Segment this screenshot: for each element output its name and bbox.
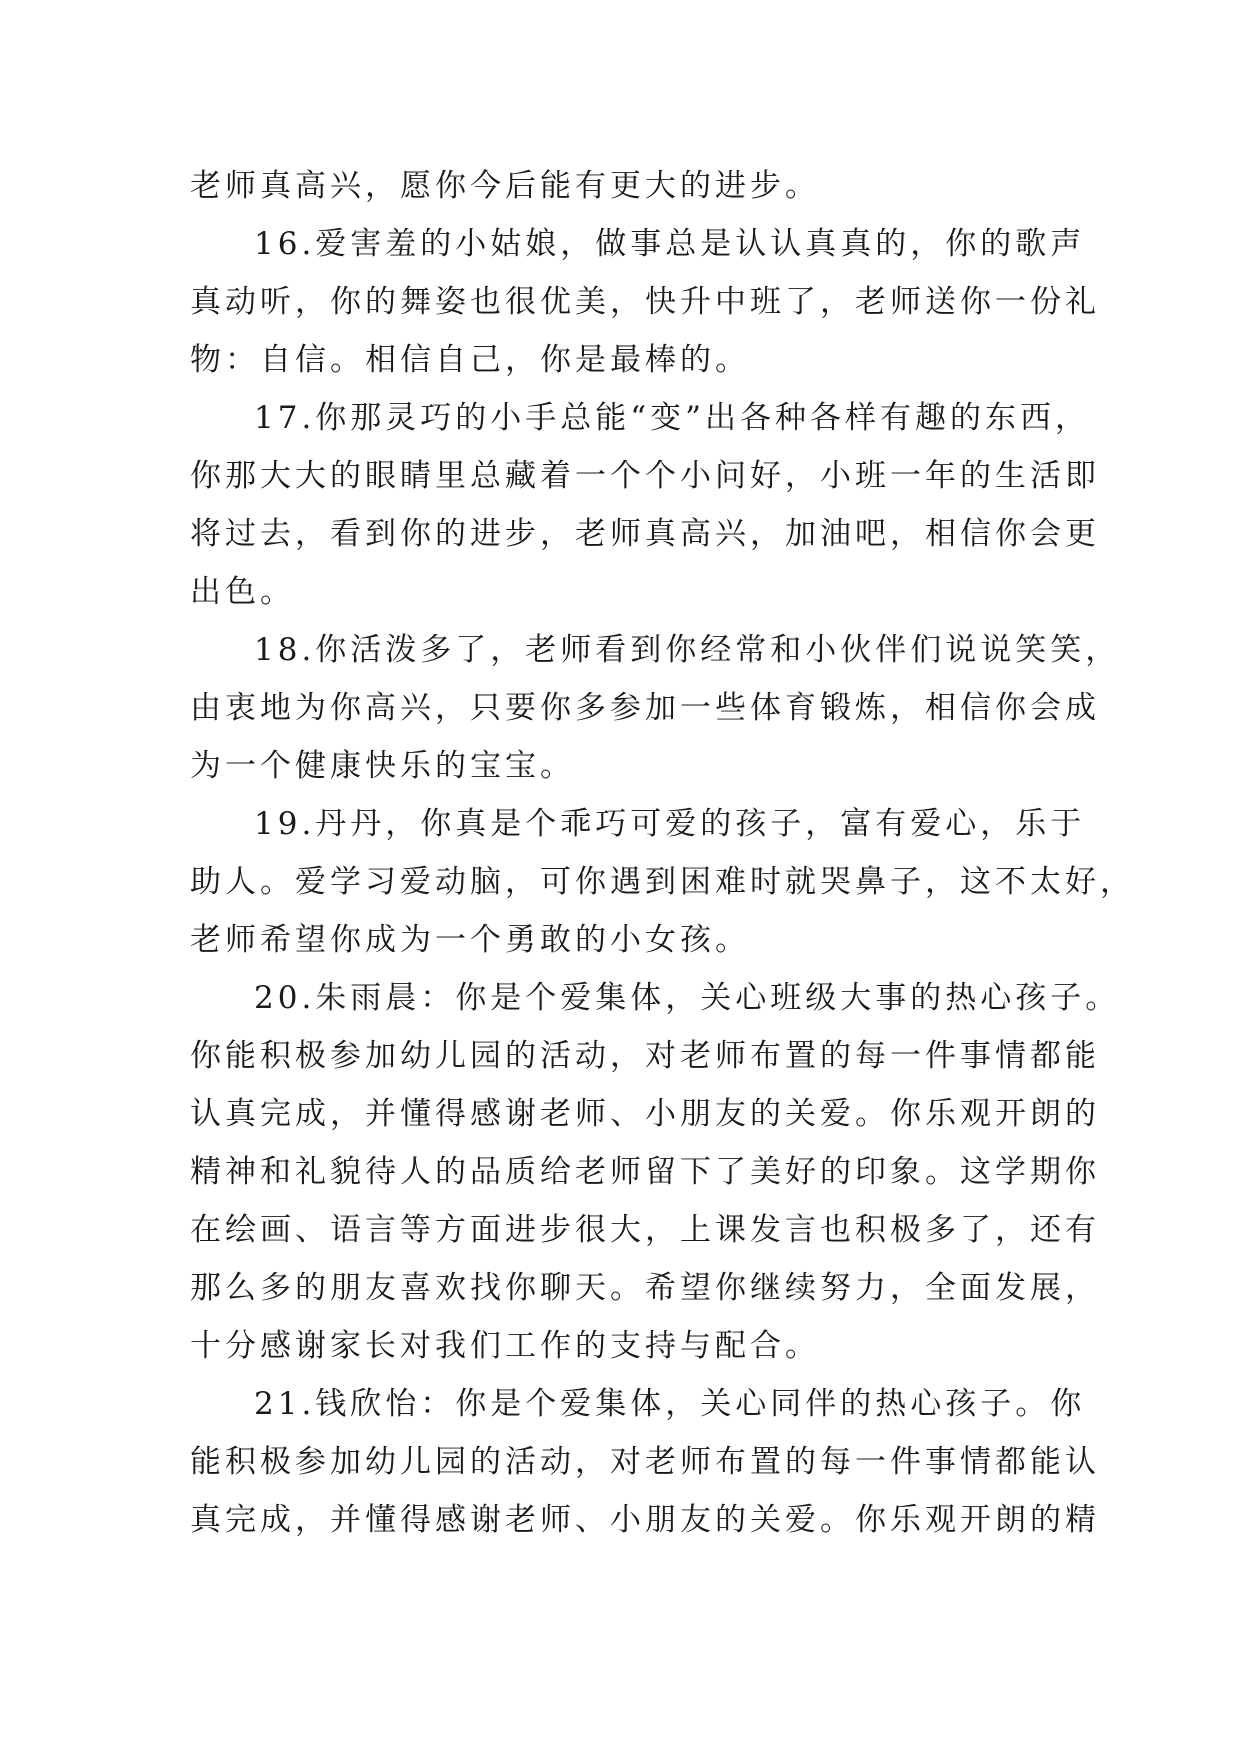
paragraph-17-line-4: 出色。	[190, 574, 295, 610]
document-body	[190, 157, 1135, 1549]
paragraph-20-line-6: 那么多的朋友喜欢找你聊天。希望你继续努力，全面发展，	[190, 1270, 1100, 1306]
paragraph-21-line-1: 21.钱欣怡：你是个爱集体，关心同伴的热心孩子。你	[254, 1386, 1086, 1422]
paragraph-20-line-2: 你能积极参加幼儿园的活动，对老师布置的每一件事情都能	[190, 1038, 1100, 1074]
paragraph-17-line-3: 将过去，看到你的进步，老师真高兴，加油吧，相信你会更	[190, 516, 1100, 552]
paragraph-16-line-1: 16.爱害羞的小姑娘，做事总是认认真真的，你的歌声	[254, 226, 1086, 262]
paragraph-17-line-1: 17.你那灵巧的小手总能“变”出各种各样有趣的东西，	[254, 400, 1090, 436]
paragraph-18-line-1: 18.你活泼多了，老师看到你经常和小伙伴们说说笑笑，	[254, 632, 1121, 668]
paragraph-16-line-2: 真动听，你的舞姿也很优美，快升中班了，老师送你一份礼	[190, 284, 1100, 320]
paragraph-18-line-3: 为一个健康快乐的宝宝。	[190, 748, 575, 784]
paragraph-20-line-3: 认真完成，并懂得感谢老师、小朋友的关爱。你乐观开朗的	[190, 1096, 1100, 1132]
paragraph-15-line-1: 老师真高兴，愿你今后能有更大的进步。	[190, 168, 820, 204]
paragraph-18-line-2: 由衷地为你高兴，只要你多参加一些体育锻炼，相信你会成	[190, 690, 1100, 726]
paragraph-21-line-2: 能积极参加幼儿园的活动，对老师布置的每一件事情都能认	[190, 1444, 1100, 1480]
paragraph-19-line-1: 19.丹丹，你真是个乖巧可爱的孩子，富有爱心，乐于	[254, 806, 1086, 842]
paragraph-20-line-4: 精神和礼貌待人的品质给老师留下了美好的印象。这学期你	[190, 1154, 1100, 1190]
paragraph-17-line-2: 你那大大的眼睛里总藏着一个个小问好，小班一年的生活即	[190, 458, 1100, 494]
paragraph-20-line-7: 十分感谢家长对我们工作的支持与配合。	[190, 1328, 820, 1364]
paragraph-20-line-1: 20.朱雨晨：你是个爱集体，关心班级大事的热心孩子。	[254, 980, 1121, 1016]
paragraph-19-line-2: 助人。爱学习爱动脑，可你遇到困难时就哭鼻子，这不太好，	[190, 864, 1135, 900]
paragraph-20-line-5: 在绘画、语言等方面进步很大，上课发言也积极多了，还有	[190, 1212, 1100, 1248]
paragraph-21-line-3: 真完成，并懂得感谢老师、小朋友的关爱。你乐观开朗的精	[190, 1502, 1100, 1538]
paragraph-16-line-3: 物：自信。相信自己，你是最棒的。	[190, 342, 750, 378]
paragraph-19-line-3: 老师希望你成为一个勇敢的小女孩。	[190, 922, 750, 958]
